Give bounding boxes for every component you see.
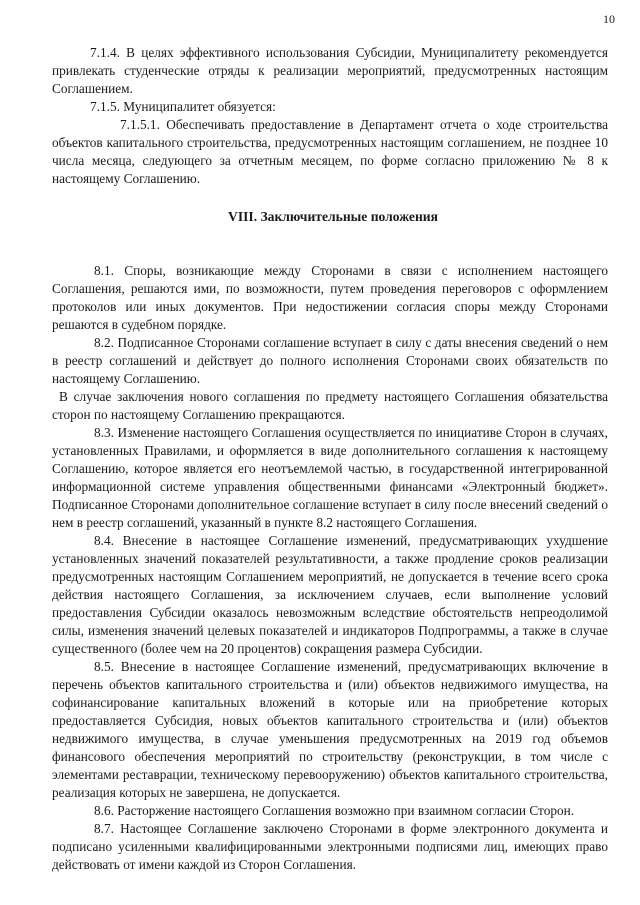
paragraph-8-1: 8.1. Споры, возникающие между Сторонами в связи с исполнением настоящего Соглашения, решаются ими, по возможности, путем проведения переговоров с оформлением протоколов или иных документов. При недостижении согласия споры между Сторонами решаются в судебном порядке. <box>52 263 608 332</box>
paragraph-7-1-4: 7.1.4. В целях эффективного использования Субсидии, Муниципалитету рекомендуется привлекать студенческие отряды к реализации мероприятий, предусмотренных настоящим Соглашением. <box>52 45 608 96</box>
paragraph-8-6: 8.6. Расторжение настоящего Соглашения возможно при взаимном согласии Сторон. <box>94 803 575 818</box>
paragraph-7-1-5: 7.1.5. Муниципалитет обязуется: <box>90 99 276 114</box>
document-body <box>52 44 608 874</box>
paragraph-8-2: 8.2. Подписанное Сторонами соглашение вступает в силу с даты внесения сведений о нем в реестр соглашений и действует до полного исполнения Сторонами своих обязательств по настоящему Соглашению. <box>52 335 608 386</box>
paragraph-8-3: 8.3. Изменение настоящего Соглашения осуществляется по инициативе Сторон в случаях, установленных Правилами, и оформляется в виде дополнительного соглашения к настоящему Соглашению, которое является его неотъемлемой частью, в государственной интегрированной информационной системе управления общественными финансами «Электронный бюджет». Подписанное Сторонами дополнительное соглашение вступает в силу после внесений сведений о нем в реестр соглашений, указанный в пункте 8.2 настоящего Соглашения. <box>52 425 608 530</box>
paragraph-7-1-5-1: 7.1.5.1. Обеспечивать предоставление в Департамент отчета о ходе строительства объектов капитального строительства, предусмотренных настоящим соглашением, не позднее 10 числа месяца, следующего за отчетным месяцем, по форме согласно приложению № 8 к настоящему Соглашению. <box>52 117 608 186</box>
page-number: 10 <box>603 12 615 26</box>
paragraph-8-5: 8.5. Внесение в настоящее Соглашение изменений, предусматривающих включение в перечень объектов капитального строительства и (или) объектов недвижимого имущества, на софинансирование капитальных вложений в которые или на приобретение которых предоставляется Субсидия, новых объектов капитального строительства и (или) объектов недвижимого имущества, в случае уменьшения предусмотренных на 2019 год объемов финансового обеспечения мероприятий по строительству (реконструкции, в том числе с элементами реставрации, техническому перевооружению) объектов капитального строительства, реализация которых не завершена, не допускается. <box>52 659 608 800</box>
paragraph-new-agreement: В случае заключения нового соглашения по предмету настоящего Соглашения обязательства сторон по настоящему Соглашению прекращаются. <box>52 389 608 422</box>
section-title: VIII. Заключительные положения <box>228 209 438 224</box>
paragraph-8-7: 8.7. Настоящее Соглашение заключено Сторонами в форме электронного документа и подписано усиленными квалифицированными электронными подписями лиц, имеющих право действовать от имени каждой из Сторон Соглашения. <box>52 821 608 872</box>
paragraph-8-4: 8.4. Внесение в настоящее Соглашение изменений, предусматривающих ухудшение установленных значений показателей результативности, а также продление сроков реализации предусмотренных настоящим Соглашением мероприятий, не допускается в течение всего срока действия настоящего Соглашения, за исключением случаев, если выполнение условий предоставления Субсидии оказалось невозможным вследствие обстоятельств непреодолимой силы, изменения значений целевых показателей и индикаторов Подпрограммы, а также в случае существенного (более чем на 20 процентов) сокращения размера Субсидии. <box>52 533 608 656</box>
